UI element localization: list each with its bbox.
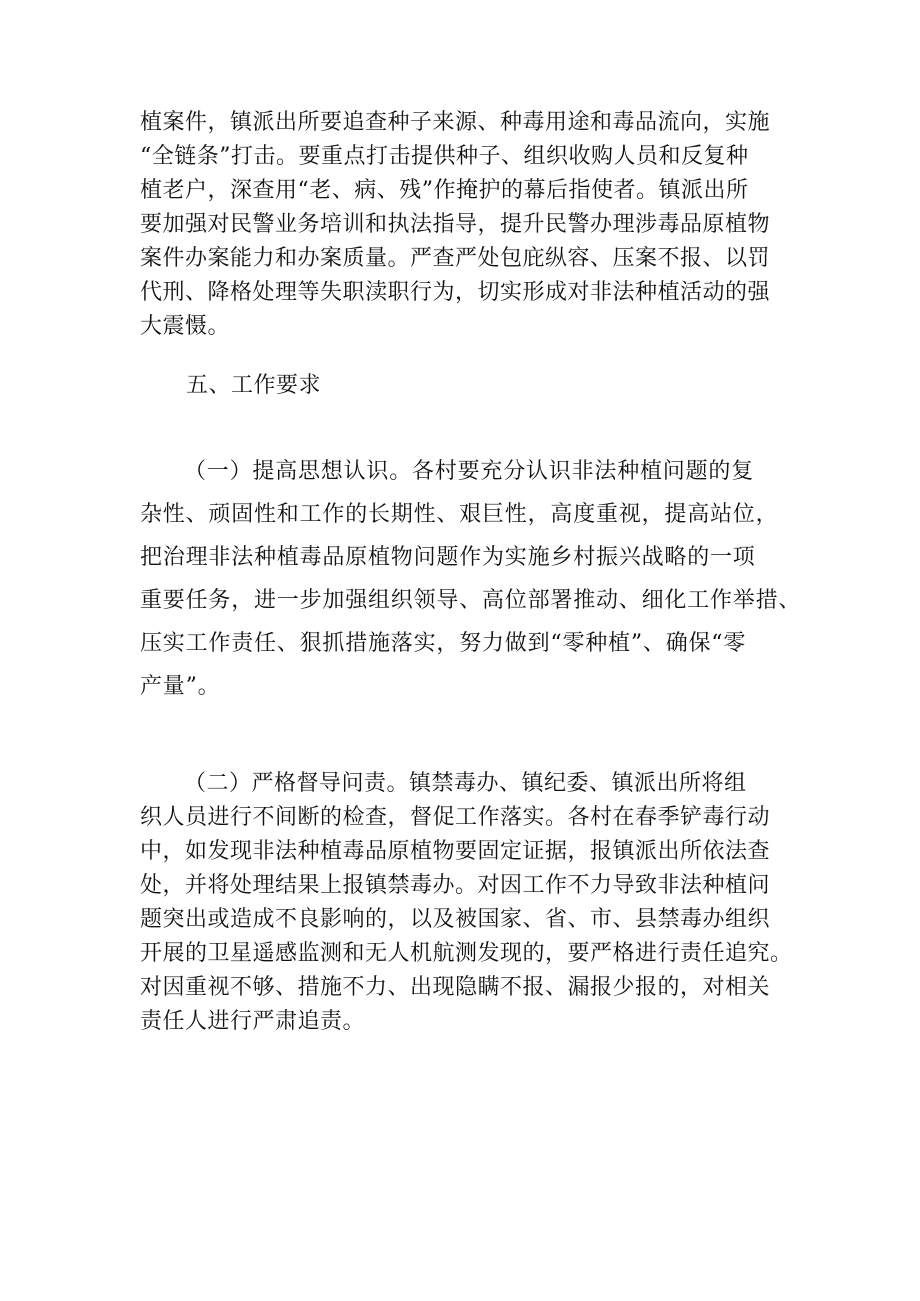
paragraph-line: 重要任务，进一步加强组织领导、高位部署推动、细化工作举措、 bbox=[140, 588, 802, 613]
paragraph-line: 杂性、顽固性和工作的长期性、艰巨性，高度重视，提高站位， bbox=[140, 502, 779, 527]
paragraph-line: 压实工作责任、狠抓措施落实，努力做到“零种植”、确保“零 bbox=[140, 631, 747, 656]
paragraph-line: 植老户，深查用“老、病、残”作掩护的幕后指使者。镇派出所 bbox=[140, 178, 749, 203]
paragraph-line: 处，并将处理结果上报镇禁毒办。对因工作不力导致非法种植问 bbox=[140, 873, 771, 898]
paragraph-line: 把治理非法种植毒品原植物问题作为实施乡村振兴战略的一项 bbox=[140, 545, 756, 570]
paragraph-line: 中，如发现非法种植毒品原植物要固定证据，报镇派出所依法查 bbox=[140, 839, 771, 864]
paragraph-line: “全链条”打击。要重点打击提供种子、组织收购人员和反复种 bbox=[140, 144, 749, 169]
paragraph-line: 植案件，镇派出所要追查种子来源、种毒用途和毒品流向，实施 bbox=[140, 110, 771, 135]
paragraph-line: 案件办案能力和办案质量。严查严处包庇纵容、压案不报、以罚 bbox=[140, 246, 771, 271]
paragraph-line: 开展的卫星遥感监测和无人机航测发现的，要严格进行责任追究。 bbox=[140, 941, 793, 966]
paragraph-line: 对因重视不够、措施不力、出现隐瞒不报、漏报少报的，对相关 bbox=[140, 975, 771, 1000]
paragraph-line: 产量”。 bbox=[140, 674, 221, 699]
section-heading: 五、工作要求 bbox=[186, 373, 322, 398]
paragraph-line: 代刑、降格处理等失职渎职行为，切实形成对非法种植活动的强 bbox=[140, 280, 771, 305]
paragraph-line: 要加强对民警业务培训和执法指导，提升民警办理涉毒品原植物 bbox=[140, 212, 771, 237]
paragraph-line: 题突出或造成不良影响的，以及被国家、省、市、县禁毒办组织 bbox=[140, 907, 771, 932]
paragraph-line: 织人员进行不间断的检查，督促工作落实。各村在春季铲毒行动 bbox=[140, 805, 771, 830]
paragraph-line: 责任人进行严肃追责。 bbox=[140, 1009, 366, 1034]
paragraph-line: （二）严格督导问责。镇禁毒办、镇纪委、镇派出所将组 bbox=[184, 771, 747, 796]
paragraph-line: （一）提高思想认识。各村要充分认识非法种植问题的复 bbox=[184, 459, 755, 484]
paragraph-line-last: 大震慑。 bbox=[140, 314, 231, 339]
